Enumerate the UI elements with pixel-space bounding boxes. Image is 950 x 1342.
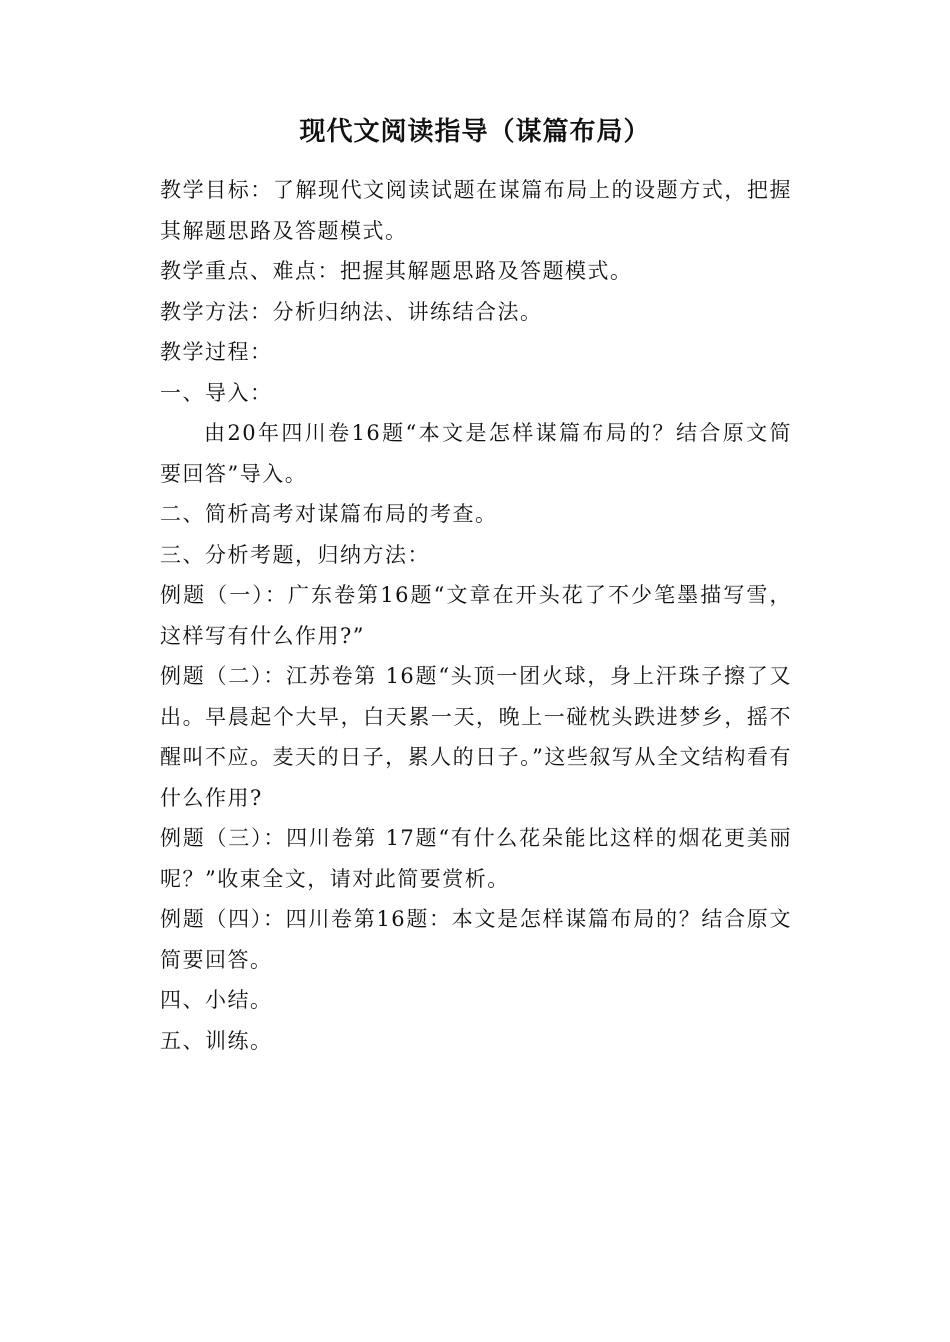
teaching-process-heading: 教学过程：: [160, 340, 273, 364]
section-intro-heading: 一、导入：: [160, 380, 273, 405]
section-practice-heading: 五、训练。: [160, 1028, 273, 1053]
intro-paragraph: 由20年四川卷16题“本文是怎样谋篇布局的？结合原文简要回答”导入。: [160, 421, 792, 486]
section-method-heading: 三、分析考题，归纳方法：: [160, 542, 430, 567]
example-four-paragraph: 例题（四）：四川卷第16题：本文是怎样谋篇布局的？结合原文简要回答。: [160, 907, 792, 972]
example-two-paragraph: 例题（二）：江苏卷第 16题“头顶一团火球，身上汗珠子擦了又出。早晨起个大早，白天累一天，晚上一碰枕头跌进梦乡，摇不醒叫不应。麦天的日子，累人的日子。”这些叙写从全文结构看有什么作用?: [160, 664, 792, 810]
teaching-goal-paragraph: 教学目标：了解现代文阅读试题在谋篇布局上的设题方式，把握其解题思路及答题模式。: [160, 178, 792, 243]
document-body: [160, 170, 792, 1061]
teaching-focus-paragraph: 教学重点、难点：把握其解题思路及答题模式。: [160, 259, 633, 283]
section-summary-heading: 四、小结。: [160, 988, 273, 1012]
example-three-paragraph: 例题（三）：四川卷第 17题“有什么花朵能比这样的烟花更美丽呢？”收束全文，请对此简要赏析。: [160, 826, 792, 891]
document-title: 现代文阅读指导（谋篇布局）: [299, 117, 651, 147]
section-analysis-heading: 二、简析高考对谋篇布局的考查。: [160, 502, 498, 526]
example-one-paragraph: 例题（一）：广东卷第16题“文章在开头花了不少笔墨描写雪，这样写有什么作用?”: [160, 583, 792, 648]
teaching-method-paragraph: 教学方法：分析归纳法、讲练结合法。: [160, 299, 543, 324]
